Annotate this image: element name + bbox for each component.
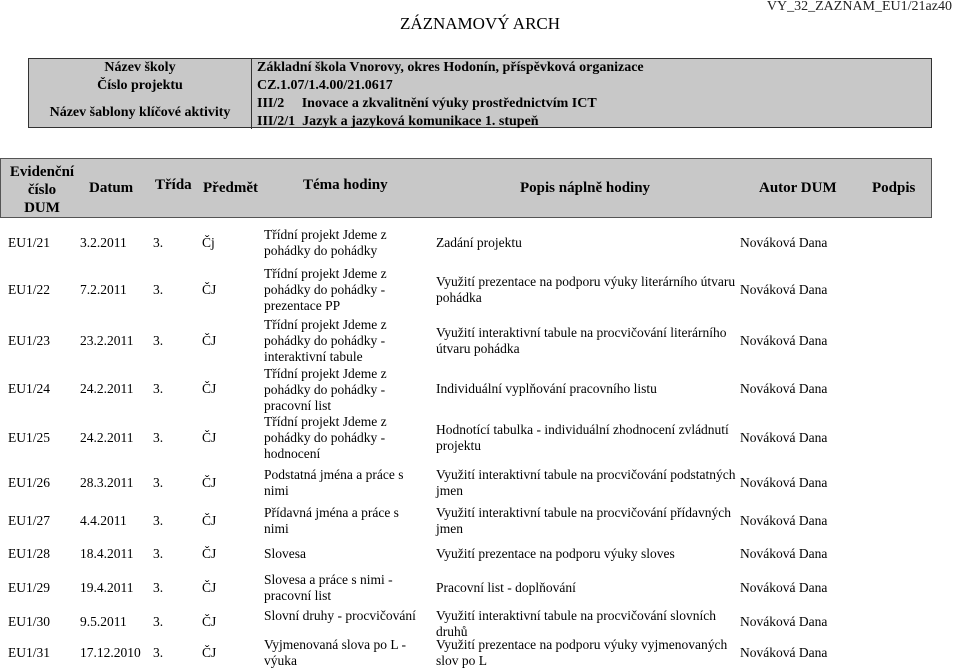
table-row — [0, 464, 932, 502]
cell-datum: 24.2.2011 — [80, 381, 134, 396]
cell-tema: Vyjmenovaná slova po L - výuka — [264, 637, 406, 668]
cell-popis: Využití prezentace na podporu výuky sloves — [436, 546, 675, 561]
cell-popis: Hodnotící tabulka - individuální zhodnocení zvládnutí projektu — [436, 422, 729, 453]
cell-predmet: Čj — [202, 235, 215, 250]
cell-evidencni: EU1/25 — [8, 430, 50, 445]
cell-evidencni: EU1/31 — [8, 645, 50, 660]
cell-tema: Třídní projekt Jdeme z pohádky do pohádky - interaktivní tabule — [264, 317, 387, 364]
document-code: VY_32_ZAZNAM_EU1/21az40 — [766, 0, 952, 14]
cell-datum: 9.5.2011 — [80, 614, 127, 629]
cell-trida: 3. — [153, 381, 164, 396]
cell-popis: Zadání projektu — [436, 235, 522, 250]
table-row — [0, 502, 932, 540]
cell-trida: 3. — [153, 645, 164, 660]
cell-evidencni: EU1/22 — [8, 282, 50, 297]
cell-trida: 3. — [153, 430, 164, 445]
cell-autor: Nováková Dana — [740, 282, 828, 297]
cell-datum: 23.2.2011 — [80, 333, 134, 348]
cell-tema: Třídní projekt Jdeme z pohádky do pohádky — [264, 227, 387, 258]
cell-trida: 3. — [153, 282, 164, 297]
cell-datum: 4.4.2011 — [80, 513, 127, 528]
cell-tema: Přídavná jména a práce s nimi — [264, 505, 399, 536]
cell-autor: Nováková Dana — [740, 580, 828, 595]
cell-evidencni: EU1/27 — [8, 513, 50, 528]
table-row — [0, 412, 932, 464]
template-line-2: III/2/1 Jazyk a jazyková komunikace 1. stupeň — [257, 114, 539, 129]
col-evidencni — [7, 163, 77, 217]
cell-predmet: ČJ — [202, 614, 217, 629]
cell-predmet: ČJ — [202, 282, 217, 297]
cell-popis: Individuální vyplňování pracovního listu — [436, 381, 657, 396]
cell-datum: 7.2.2011 — [80, 282, 127, 297]
col-tema: Téma hodiny — [303, 177, 388, 193]
page-title: ZÁZNAMOVÝ ARCH — [399, 14, 561, 33]
cell-autor: Nováková Dana — [740, 645, 828, 660]
cell-popis: Využití prezentace na podporu výuky vyjmenovaných slov po L — [436, 637, 728, 668]
cell-trida: 3. — [153, 235, 164, 250]
cell-tema: Slovní druhy - procvičování — [264, 608, 416, 623]
table-row — [0, 264, 932, 316]
cell-datum: 28.3.2011 — [80, 475, 134, 490]
col-popis: Popis náplně hodiny — [520, 180, 651, 196]
info-divider — [251, 59, 252, 129]
cell-tema: Třídní projekt Jdeme z pohádky do pohádky - prezentace PP — [264, 266, 387, 313]
template-line-1: III/2 Inovace a zkvalitnění výuky prostřednictvím ICT — [257, 96, 597, 111]
school-label: Název školy — [104, 60, 176, 75]
cell-autor: Nováková Dana — [740, 614, 828, 629]
cell-predmet: ČJ — [202, 513, 217, 528]
table-row — [0, 608, 932, 639]
col-autor: Autor DUM — [759, 180, 837, 196]
cell-tema: Třídní projekt Jdeme z pohádky do pohádky - hodnocení — [264, 414, 387, 461]
table-row — [0, 636, 932, 670]
table-row — [0, 366, 932, 412]
cell-evidencni: EU1/30 — [8, 614, 50, 629]
cell-trida: 3. — [153, 333, 164, 348]
cell-predmet: ČJ — [202, 475, 217, 490]
cell-popis: Využití interaktivní tabule na procvičování slovních druhů — [436, 608, 717, 639]
school-value: Základní škola Vnorovy, okres Hodonín, příspěvková organizace — [257, 60, 644, 75]
col-trida: Třída — [155, 177, 192, 193]
cell-popis: Pracovní list - doplňování — [436, 580, 576, 595]
cell-autor: Nováková Dana — [740, 430, 828, 445]
cell-popis: Využití interaktivní tabule na procvičování literárního útvaru pohádka — [436, 325, 727, 356]
col-predmet: Předmět — [203, 180, 258, 196]
info-table — [28, 58, 932, 128]
cell-evidencni: EU1/26 — [8, 475, 50, 490]
cell-trida: 3. — [153, 580, 164, 595]
cell-trida: 3. — [153, 546, 164, 561]
cell-predmet: ČJ — [202, 546, 217, 561]
cell-popis: Využití interaktivní tabule na procvičování přídavných jmen — [436, 505, 732, 536]
table-header — [0, 158, 932, 218]
cell-autor: Nováková Dana — [740, 546, 828, 561]
cell-datum: 19.4.2011 — [80, 580, 134, 595]
table-row — [0, 540, 932, 568]
cell-datum: 18.4.2011 — [80, 546, 134, 561]
cell-autor: Nováková Dana — [740, 381, 828, 396]
cell-predmet: ČJ — [202, 381, 217, 396]
cell-evidencni: EU1/21 — [8, 235, 50, 250]
cell-tema: Třídní projekt Jdeme z pohádky do pohádky - pracovní list — [264, 366, 387, 413]
cell-autor: Nováková Dana — [740, 333, 828, 348]
cell-popis: Využití interaktivní tabule na procvičování podstatných jmen — [436, 467, 736, 498]
cell-trida: 3. — [153, 614, 164, 629]
table-row — [0, 568, 932, 608]
cell-popis: Využití prezentace na podporu výuky literárního útvaru pohádka — [436, 274, 736, 305]
project-label: Číslo projektu — [97, 78, 183, 93]
col-podpis: Podpis — [872, 180, 916, 196]
col-datum: Datum — [89, 180, 134, 196]
cell-autor: Nováková Dana — [740, 235, 828, 250]
cell-tema: Slovesa — [264, 546, 306, 561]
template-label: Název šablony klíčové aktivity — [49, 105, 231, 120]
cell-tema: Slovesa a práce s nimi - pracovní list — [264, 572, 393, 603]
cell-datum: 24.2.2011 — [80, 430, 134, 445]
table-row — [0, 222, 932, 264]
cell-predmet: ČJ — [202, 580, 217, 595]
cell-predmet: ČJ — [202, 645, 217, 660]
col-evidencni-line2: číslo — [27, 182, 57, 198]
cell-datum: 17.12.2010 — [80, 645, 141, 660]
project-value: CZ.1.07/1.4.00/21.0617 — [257, 78, 393, 93]
cell-trida: 3. — [153, 513, 164, 528]
cell-tema: Podstatná jména a práce s nimi — [264, 467, 404, 498]
cell-autor: Nováková Dana — [740, 475, 828, 490]
col-evidencni-line1: Evidenční — [9, 164, 75, 180]
cell-evidencni: EU1/28 — [8, 546, 50, 561]
cell-trida: 3. — [153, 475, 164, 490]
cell-evidencni: EU1/24 — [8, 381, 50, 396]
cell-autor: Nováková Dana — [740, 513, 828, 528]
cell-datum: 3.2.2011 — [80, 235, 127, 250]
col-evidencni-line3: DUM — [24, 200, 60, 216]
cell-evidencni: EU1/23 — [8, 333, 50, 348]
cell-predmet: ČJ — [202, 430, 217, 445]
cell-evidencni: EU1/29 — [8, 580, 50, 595]
table-row — [0, 316, 932, 366]
cell-predmet: ČJ — [202, 333, 217, 348]
